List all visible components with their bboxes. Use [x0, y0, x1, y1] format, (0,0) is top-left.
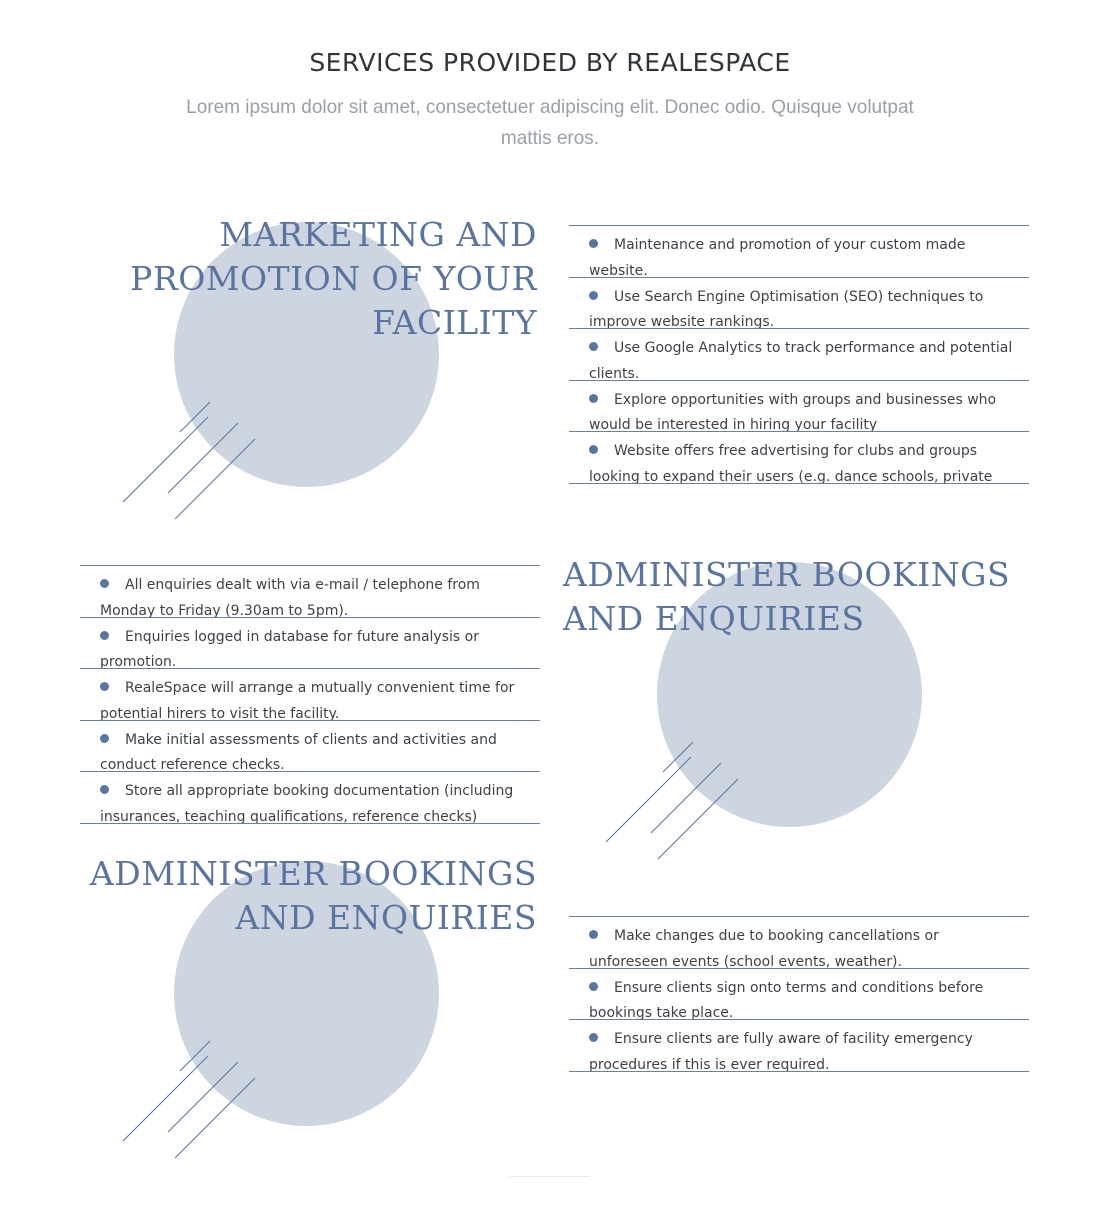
list-item-text: Use Google Analytics to track performance and potential clients.	[589, 340, 1013, 381]
list-item	[569, 329, 1029, 381]
bullet-icon	[100, 579, 109, 588]
bullet-icon	[100, 631, 109, 640]
page-subtitle: Lorem ipsum dolor sit amet, consectetuer adipiscing elit. Donec odio. Quisque volutpat mattis eros.	[186, 97, 914, 149]
section-heading-marketing	[100, 213, 537, 345]
bullet-icon	[589, 930, 598, 939]
bullet-icon	[589, 982, 598, 991]
page-title: SERVICES PROVIDED BY REALESPACE	[309, 48, 791, 77]
list-item-text: Website offers free advertising for clubs and groups looking to expand their users (e.g. dance schools, private	[589, 443, 993, 484]
list-item	[80, 669, 540, 721]
list-item-text: Ensure clients sign onto terms and conditions before bookings take place.	[589, 979, 984, 1020]
heading-line: ADMINISTER BOOKINGS	[89, 854, 537, 893]
bullet-icon	[100, 682, 109, 691]
list-item	[80, 721, 540, 773]
list-item-text: All enquiries dealt with via e-mail / telephone from Monday to Friday (9.30am to 5pm).	[100, 577, 480, 618]
list-item-text: Maintenance and promotion of your custom made website.	[589, 237, 966, 278]
list-item	[569, 917, 1029, 969]
decorative-lines-icon	[118, 398, 258, 523]
list-item-text: Make initial assessments of clients and activities and conduct reference checks.	[100, 731, 497, 772]
marketing-service-list	[569, 225, 1029, 484]
list-item-text: Store all appropriate booking documentation (including insurances, teaching qualifications, reference checks)	[100, 783, 514, 824]
section-heading-bookings-changes	[60, 852, 537, 940]
list-item-text: Use Search Engine Optimisation (SEO) techniques to improve website rankings.	[589, 288, 984, 329]
bullet-icon	[589, 342, 598, 351]
bullet-icon	[100, 734, 109, 743]
list-item	[569, 226, 1029, 278]
footer-divider	[510, 1176, 590, 1177]
list-item-text: RealeSpace will arrange a mutually convenient time for potential hirers to visit the facility.	[100, 680, 515, 721]
list-item	[569, 432, 1029, 484]
heading-line: AND ENQUIRIES	[235, 898, 537, 937]
booking-changes-service-list	[569, 916, 1029, 1072]
section-heading-bookings	[563, 553, 1063, 641]
heading-line: ADMINISTER BOOKINGS	[563, 555, 1011, 594]
list-item	[569, 1020, 1029, 1072]
decorative-lines-icon	[118, 1037, 258, 1162]
heading-line: AND ENQUIRIES	[563, 599, 865, 638]
bullet-icon	[589, 239, 598, 248]
list-item	[569, 969, 1029, 1021]
list-item-text: Explore opportunities with groups and businesses who would be interested in hiring your facility	[589, 391, 997, 432]
bullet-icon	[589, 1033, 598, 1042]
list-item-text: Make changes due to booking cancellations or unforeseen events (school events, weather).	[589, 928, 939, 969]
bullet-icon	[589, 445, 598, 454]
list-item	[80, 566, 540, 618]
bullet-icon	[100, 785, 109, 794]
bullet-icon	[589, 291, 598, 300]
heading-line: MARKETING AND	[219, 215, 537, 254]
list-item	[569, 381, 1029, 433]
list-item-text: Enquiries logged in database for future analysis or promotion.	[100, 628, 479, 669]
list-item	[80, 618, 540, 670]
list-item-text: Ensure clients are fully aware of facility emergency procedures if this is ever required.	[589, 1031, 973, 1072]
list-item	[569, 278, 1029, 330]
heading-line: FACILITY	[372, 303, 537, 342]
decorative-lines-icon	[601, 738, 741, 863]
list-item	[80, 772, 540, 824]
bullet-icon	[589, 394, 598, 403]
heading-line: PROMOTION OF YOUR	[130, 259, 537, 298]
bookings-service-list	[80, 565, 540, 824]
